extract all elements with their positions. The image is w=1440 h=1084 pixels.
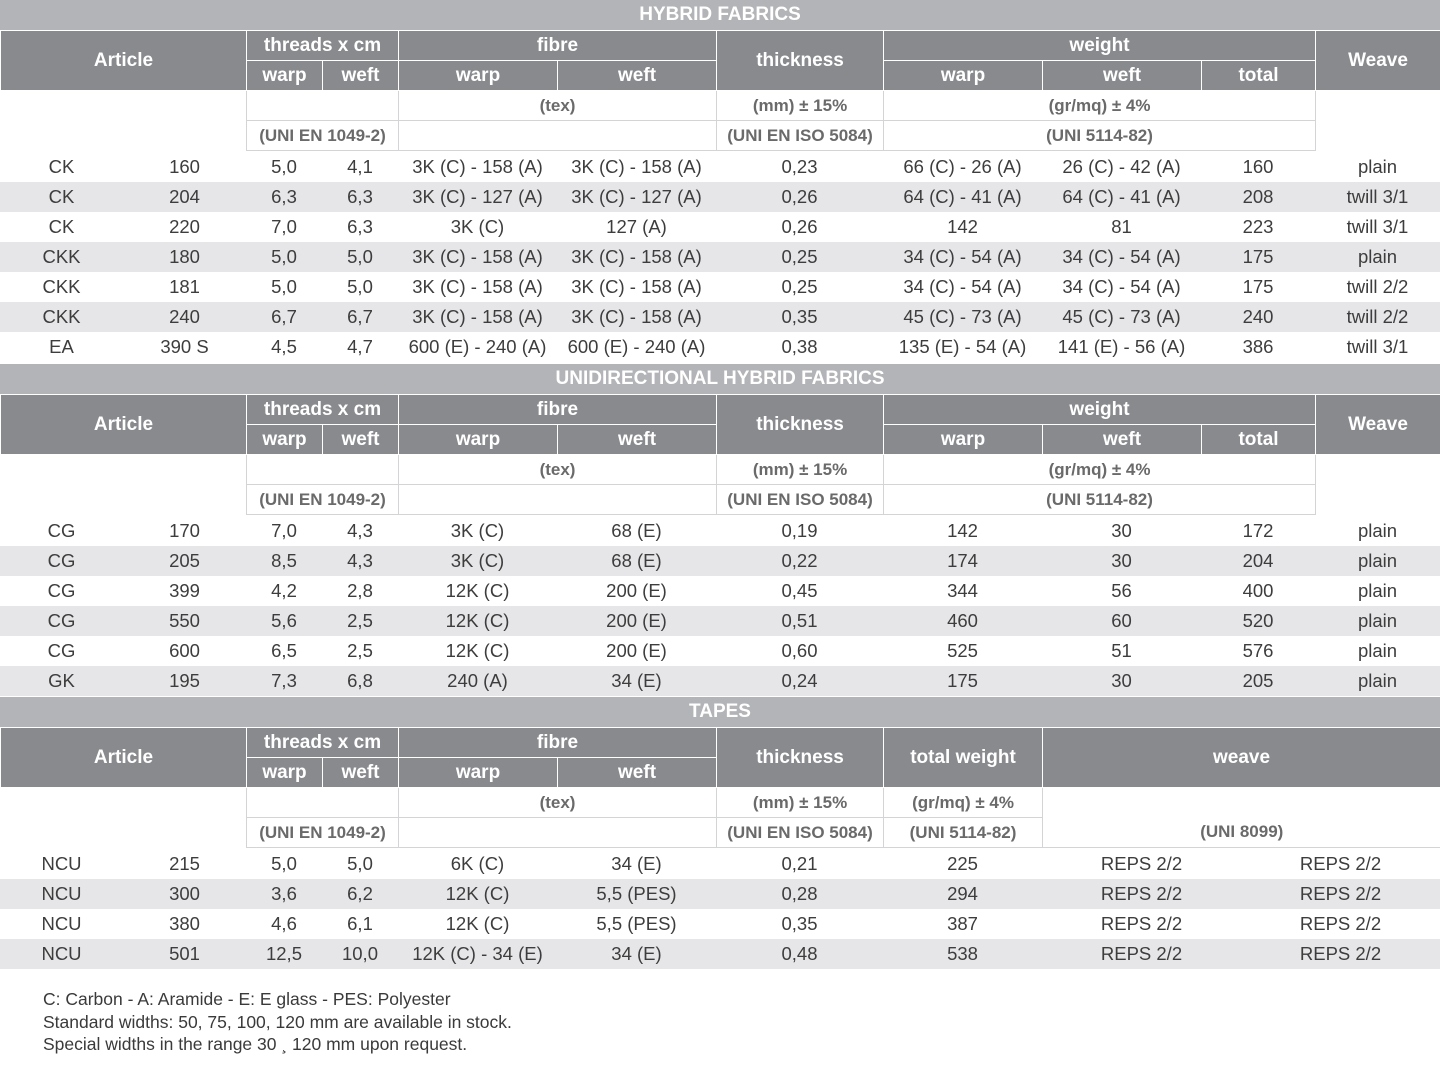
table-cell: 0,60 <box>781 640 818 661</box>
table-cell: 26 (C) - 42 (A) <box>1062 156 1181 177</box>
table-cell: 4,1 <box>347 156 373 177</box>
col-header-threads-weft: weft <box>323 425 399 455</box>
table-row <box>0 272 1440 302</box>
table-cell: 0,45 <box>781 580 818 601</box>
table-cell: 600 <box>169 640 200 661</box>
table-cell: 6,7 <box>246 302 322 332</box>
footnotes <box>43 988 512 1056</box>
standard-uni-en-1049: (UNI EN 1049-2) <box>247 485 399 515</box>
table-row <box>0 302 1440 332</box>
table-cell: 538 <box>883 939 1042 969</box>
table-cell: 6,3 <box>322 182 398 212</box>
table-cell: 3K (C) - 158 (A) <box>571 276 702 297</box>
table-cell: plain <box>1357 520 1398 541</box>
table-cell: 172 <box>1242 520 1274 541</box>
col-header-weight: weight <box>884 31 1316 61</box>
table-row <box>0 666 1440 696</box>
table-cell: 5,0 <box>271 853 297 874</box>
table-row <box>0 546 1440 576</box>
unit-grmq: (gr/mq) ± 4% <box>884 455 1316 485</box>
col-header-weight-total: total <box>1202 425 1316 455</box>
table-cell: 200 (E) <box>557 606 716 636</box>
hybrid-header <box>0 30 1440 151</box>
table-cell: 525 <box>947 640 978 661</box>
table-cell: 208 <box>1201 182 1315 212</box>
col-header-threads: threads x cm <box>247 31 399 61</box>
table-cell: plain <box>1315 546 1440 576</box>
table-cell: REPS 2/2 <box>1042 879 1241 909</box>
footnote-standard-widths: Standard widths: 50, 75, 100, 120 mm are available in stock. <box>43 1011 512 1032</box>
col-header-fibre: fibre <box>399 31 717 61</box>
table-cell: 175 <box>1201 242 1315 272</box>
table-cell: GK <box>0 666 123 696</box>
unit-mm: (mm) ± 15% <box>717 91 884 121</box>
table-cell: 81 <box>1111 216 1132 237</box>
table-cell: 60 <box>1042 606 1201 636</box>
table-cell: 135 (E) - 54 (A) <box>898 336 1027 357</box>
table-cell: 0,48 <box>716 939 883 969</box>
table-cell: 170 <box>169 520 200 541</box>
table-cell: 600 (E) - 240 (A) <box>408 336 547 357</box>
table-cell: 3K (C) <box>450 216 505 237</box>
table-cell: CKK <box>0 302 123 332</box>
table-cell: 142 <box>947 216 978 237</box>
table-cell: 45 (C) - 73 (A) <box>1042 302 1201 332</box>
col-header-weight-warp: warp <box>884 425 1043 455</box>
table-cell: 64 (C) - 41 (A) <box>1042 182 1201 212</box>
table-cell: 204 <box>1201 546 1315 576</box>
col-header-weight-warp: warp <box>884 61 1043 91</box>
table-cell: 3K (C) - 158 (A) <box>571 156 702 177</box>
table-row <box>0 606 1440 636</box>
table-cell: 34 (E) <box>611 853 662 874</box>
standard-uni-en-1049: (UNI EN 1049-2) <box>247 121 399 151</box>
table-cell: 0,38 <box>781 336 818 357</box>
table-cell: 56 <box>1111 580 1132 601</box>
table-cell: 141 (E) - 56 (A) <box>1057 336 1186 357</box>
col-header-article: Article <box>1 395 247 455</box>
table-cell: twill 2/2 <box>1346 276 1409 297</box>
table-row <box>0 909 1440 939</box>
table-cell: 3K (C) <box>398 546 557 576</box>
table-row <box>0 879 1440 909</box>
table-row <box>0 242 1440 272</box>
unidirectional-header <box>0 394 1440 515</box>
col-header-fibre-weft: weft <box>558 758 717 788</box>
col-header-weight: weight <box>884 395 1316 425</box>
table-cell: NCU <box>0 939 123 969</box>
table-cell: 240 (A) <box>398 666 557 696</box>
table-cell: 4,2 <box>271 580 297 601</box>
table-cell: CK <box>0 182 123 212</box>
standard-uni-en-1049: (UNI EN 1049-2) <box>247 818 399 848</box>
table-cell: twill 2/2 <box>1315 302 1440 332</box>
table-cell: 225 <box>947 853 978 874</box>
col-header-weight-weft: weft <box>1043 425 1202 455</box>
table-cell: CG <box>47 580 76 601</box>
table-cell: CG <box>0 546 123 576</box>
table-cell: CG <box>47 520 76 541</box>
unit-mm: (mm) ± 15% <box>717 455 884 485</box>
table-cell: 576 <box>1242 640 1274 661</box>
col-header-threads-warp: warp <box>247 61 323 91</box>
col-header-thickness: thickness <box>717 395 884 455</box>
col-header-fibre-weft: weft <box>558 425 717 455</box>
table-cell: 160 <box>1242 156 1274 177</box>
table-cell: 30 <box>1042 666 1201 696</box>
table-cell: CK <box>48 216 75 237</box>
table-cell: REPS 2/2 <box>1100 853 1183 874</box>
col-header-fibre-warp: warp <box>399 425 558 455</box>
table-cell: plain <box>1315 242 1440 272</box>
standard-uni-en-iso-5084: (UNI EN ISO 5084) <box>717 485 884 515</box>
table-cell: 0,24 <box>716 666 883 696</box>
table-row <box>0 152 1440 182</box>
table-cell: 3K (C) - 127 (A) <box>557 182 716 212</box>
table-cell: 174 <box>883 546 1042 576</box>
col-header-fibre: fibre <box>399 728 717 758</box>
table-cell: 0,19 <box>781 520 818 541</box>
table-cell: 0,26 <box>716 182 883 212</box>
table-cell: 5,0 <box>271 276 297 297</box>
table-cell: 294 <box>883 879 1042 909</box>
table-cell: 240 <box>1201 302 1315 332</box>
table-cell: 380 <box>169 913 200 934</box>
col-header-weave: Weave <box>1316 395 1440 455</box>
table-cell: 386 <box>1242 336 1274 357</box>
table-cell: 2,5 <box>347 640 373 661</box>
table-cell: REPS 2/2 <box>1100 913 1183 934</box>
col-header-fibre-warp: warp <box>399 758 558 788</box>
table-cell: 390 S <box>160 336 209 357</box>
table-cell: 300 <box>123 879 246 909</box>
table-cell: 5,0 <box>271 156 297 177</box>
table-cell: 51 <box>1111 640 1132 661</box>
table-cell: 12K (C) <box>445 580 510 601</box>
table-cell: 142 <box>947 520 978 541</box>
table-cell: 6K (C) <box>450 853 505 874</box>
table-cell: 30 <box>1042 546 1201 576</box>
table-cell: 5,0 <box>246 242 322 272</box>
table-cell: 3K (C) <box>450 520 505 541</box>
col-header-fibre-weft: weft <box>558 61 717 91</box>
col-header-threads-weft: weft <box>323 758 399 788</box>
table-cell: EA <box>49 336 74 357</box>
col-header-article: Article <box>1 31 247 91</box>
table-row <box>0 939 1440 969</box>
section-title-hybrid-fabrics: HYBRID FABRICS <box>0 0 1440 30</box>
col-header-weight-total: total <box>1202 61 1316 91</box>
table-row <box>0 636 1440 666</box>
table-cell: 3K (C) - 158 (A) <box>398 302 557 332</box>
table-cell: 3K (C) - 158 (A) <box>412 276 543 297</box>
table-cell: 3K (C) - 158 (A) <box>398 242 557 272</box>
section-title-unidirectional-hybrid-fabrics: UNIDIRECTIONAL HYBRID FABRICS <box>0 364 1440 394</box>
table-cell: 0,21 <box>781 853 818 874</box>
standard-uni-5114: (UNI 5114-82) <box>884 121 1316 151</box>
table-cell: 4,3 <box>347 520 373 541</box>
table-cell: CG <box>47 640 76 661</box>
table-cell: 223 <box>1242 216 1274 237</box>
col-header-threads: threads x cm <box>247 728 399 758</box>
table-cell: 10,0 <box>322 939 398 969</box>
table-cell: 7,0 <box>271 520 297 541</box>
table-cell: 5,6 <box>246 606 322 636</box>
table-cell: 2,5 <box>322 606 398 636</box>
table-cell: 12K (C) <box>445 913 510 934</box>
table-cell: 600 (E) - 240 (A) <box>567 336 706 357</box>
table-row <box>0 212 1440 242</box>
standard-uni-8099: (UNI 8099) <box>1043 818 1440 848</box>
table-cell: plain <box>1357 640 1398 661</box>
table-cell: 240 <box>123 302 246 332</box>
table-cell: REPS 2/2 <box>1241 939 1440 969</box>
col-header-weave: weave <box>1043 728 1440 788</box>
table-cell: 4,7 <box>347 336 373 357</box>
table-cell: 550 <box>123 606 246 636</box>
table-cell: 205 <box>123 546 246 576</box>
table-cell: 501 <box>123 939 246 969</box>
table-cell: 180 <box>123 242 246 272</box>
table-cell: 2,8 <box>347 580 373 601</box>
col-header-total-weight: total weight <box>884 728 1043 788</box>
table-cell: 6,3 <box>347 216 373 237</box>
table-cell: 387 <box>947 913 978 934</box>
section-title-tapes: TAPES <box>0 697 1440 727</box>
table-cell: 3K (C) - 158 (A) <box>557 242 716 272</box>
table-cell: 5,0 <box>322 242 398 272</box>
table-cell: REPS 2/2 <box>1241 879 1440 909</box>
table-cell: REPS 2/2 <box>1299 853 1382 874</box>
table-cell: REPS 2/2 <box>1042 939 1241 969</box>
table-row <box>0 332 1440 362</box>
table-cell: 6,2 <box>322 879 398 909</box>
col-header-fibre-warp: warp <box>399 61 558 91</box>
table-cell: 0,51 <box>716 606 883 636</box>
tapes-header <box>0 727 1440 848</box>
table-cell: 0,35 <box>716 302 883 332</box>
col-header-threads-warp: warp <box>247 758 323 788</box>
table-cell: 30 <box>1111 520 1132 541</box>
table-cell: 8,5 <box>246 546 322 576</box>
table-cell: 6,7 <box>322 302 398 332</box>
table-cell: NCU <box>41 913 82 934</box>
table-cell: 0,26 <box>781 216 818 237</box>
table-cell: 34 (E) <box>557 666 716 696</box>
table-cell: 6,3 <box>246 182 322 212</box>
table-cell: CKK <box>42 276 81 297</box>
table-cell: 400 <box>1242 580 1274 601</box>
table-row <box>0 182 1440 212</box>
table-cell: 175 <box>883 666 1042 696</box>
table-cell: 6,5 <box>271 640 297 661</box>
table-cell: 520 <box>1201 606 1315 636</box>
table-cell: 4,3 <box>322 546 398 576</box>
standard-uni-5114: (UNI 5114-82) <box>884 485 1316 515</box>
unit-mm: (mm) ± 15% <box>717 788 884 818</box>
table-cell: 399 <box>169 580 200 601</box>
footnote-legend: C: Carbon - A: Aramide - E: E glass - PES: Polyester <box>43 989 451 1009</box>
table-cell: CG <box>0 606 123 636</box>
unit-grmq: (gr/mq) ± 4% <box>884 91 1316 121</box>
table-row <box>0 576 1440 606</box>
table-cell: CK <box>48 156 75 177</box>
table-cell: 12K (C) <box>445 640 510 661</box>
table-cell: 6,8 <box>322 666 398 696</box>
table-cell: 0,25 <box>716 242 883 272</box>
table-cell: 7,0 <box>271 216 297 237</box>
table-cell: 4,5 <box>271 336 297 357</box>
table-cell: 66 (C) - 26 (A) <box>903 156 1022 177</box>
table-cell: NCU <box>0 879 123 909</box>
table-cell: plain <box>1357 156 1398 177</box>
col-header-threads: threads x cm <box>247 395 399 425</box>
table-cell: 0,23 <box>781 156 818 177</box>
table-cell: 3K (C) - 158 (A) <box>412 156 543 177</box>
table-cell: 5,0 <box>347 276 373 297</box>
table-cell: 204 <box>123 182 246 212</box>
table-cell: 34 (C) - 54 (A) <box>1062 276 1181 297</box>
table-cell: REPS 2/2 <box>1299 913 1382 934</box>
table-cell: 64 (C) - 41 (A) <box>883 182 1042 212</box>
table-cell: plain <box>1315 606 1440 636</box>
footnote-special-widths: Special widths in the range 30 ¸ 120 mm upon request. <box>43 1034 468 1054</box>
col-header-thickness: thickness <box>717 728 884 788</box>
table-cell: 5,5 (PES) <box>596 913 677 934</box>
table-cell: 181 <box>169 276 200 297</box>
table-cell: plain <box>1357 580 1398 601</box>
col-header-article: Article <box>1 728 247 788</box>
table-cell: 195 <box>123 666 246 696</box>
table-cell: 220 <box>169 216 200 237</box>
table-cell: 68 (E) <box>611 520 662 541</box>
table-cell: CKK <box>0 242 123 272</box>
table-cell: 34 (C) - 54 (A) <box>883 242 1042 272</box>
table-row <box>0 849 1440 879</box>
table-cell: 3,6 <box>246 879 322 909</box>
table-cell: 68 (E) <box>557 546 716 576</box>
table-cell: 12K (C) - 34 (E) <box>398 939 557 969</box>
table-cell: 45 (C) - 73 (A) <box>883 302 1042 332</box>
table-cell: 5,0 <box>347 853 373 874</box>
table-cell: 3K (C) - 127 (A) <box>398 182 557 212</box>
table-cell: 205 <box>1201 666 1315 696</box>
table-cell: 215 <box>169 853 200 874</box>
table-cell: 4,6 <box>271 913 297 934</box>
table-cell: 12,5 <box>246 939 322 969</box>
table-cell: plain <box>1315 666 1440 696</box>
col-header-threads-weft: weft <box>323 61 399 91</box>
table-cell: 34 (E) <box>557 939 716 969</box>
col-header-weave: Weave <box>1316 31 1440 91</box>
table-cell: 34 (C) - 54 (A) <box>903 276 1022 297</box>
standard-uni-5114: (UNI 5114-82) <box>884 818 1043 848</box>
hybrid-data-table <box>0 152 1440 362</box>
unit-tex: (tex) <box>399 91 717 121</box>
table-cell: 344 <box>947 580 978 601</box>
table-cell: twill 3/1 <box>1315 182 1440 212</box>
table-cell: NCU <box>41 853 82 874</box>
table-cell: 0,35 <box>781 913 818 934</box>
unidirectional-data-table <box>0 516 1440 696</box>
col-header-threads-warp: warp <box>247 425 323 455</box>
table-cell: twill 3/1 <box>1346 336 1409 357</box>
table-cell: 200 (E) <box>606 640 667 661</box>
table-cell: twill 3/1 <box>1346 216 1409 237</box>
table-cell: 6,1 <box>347 913 373 934</box>
table-cell: 12K (C) <box>398 879 557 909</box>
table-row <box>0 516 1440 546</box>
col-header-thickness: thickness <box>717 31 884 91</box>
table-cell: 175 <box>1242 276 1274 297</box>
table-cell: 0,22 <box>716 546 883 576</box>
col-header-weight-weft: weft <box>1043 61 1202 91</box>
tapes-data-table <box>0 849 1440 969</box>
table-cell: 34 (C) - 54 (A) <box>1042 242 1201 272</box>
standard-uni-en-iso-5084: (UNI EN ISO 5084) <box>717 818 884 848</box>
table-cell: 3K (C) - 158 (A) <box>557 302 716 332</box>
table-cell: 5,5 (PES) <box>557 879 716 909</box>
table-cell: 127 (A) <box>606 216 667 237</box>
unit-tex: (tex) <box>399 788 717 818</box>
standard-uni-en-iso-5084: (UNI EN ISO 5084) <box>717 121 884 151</box>
table-cell: 7,3 <box>246 666 322 696</box>
table-cell: 0,28 <box>716 879 883 909</box>
table-cell: 200 (E) <box>606 580 667 601</box>
unit-grmq: (gr/mq) ± 4% <box>884 788 1043 818</box>
table-cell: 160 <box>169 156 200 177</box>
unit-tex: (tex) <box>399 455 717 485</box>
col-header-fibre: fibre <box>399 395 717 425</box>
table-cell: 460 <box>883 606 1042 636</box>
table-cell: 12K (C) <box>398 606 557 636</box>
table-cell: 0,25 <box>781 276 818 297</box>
